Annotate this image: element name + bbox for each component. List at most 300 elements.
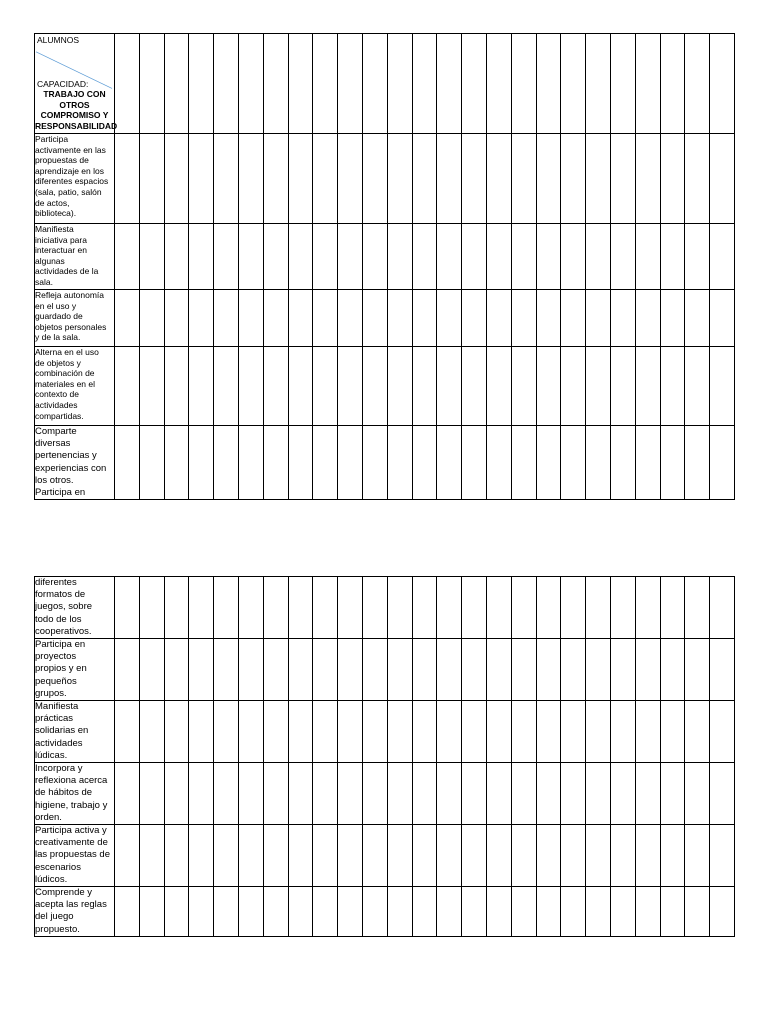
evaluation-cell[interactable] [288,763,313,825]
evaluation-cell[interactable] [263,426,288,500]
evaluation-cell[interactable] [115,639,140,701]
evaluation-cell[interactable] [139,224,164,290]
evaluation-cell[interactable] [710,134,735,224]
evaluation-cell[interactable] [214,290,239,347]
evaluation-cell[interactable] [462,825,487,887]
evaluation-cell[interactable] [288,639,313,701]
student-column-header-cell[interactable] [412,34,437,134]
evaluation-cell[interactable] [362,347,387,426]
evaluation-cell[interactable] [486,887,511,937]
student-column-header-cell[interactable] [685,34,710,134]
student-column-header-cell[interactable] [313,34,338,134]
evaluation-cell[interactable] [586,426,611,500]
evaluation-cell[interactable] [387,577,412,639]
evaluation-cell[interactable] [610,290,635,347]
evaluation-cell[interactable] [536,426,561,500]
evaluation-cell[interactable] [635,347,660,426]
student-column-header-cell[interactable] [561,34,586,134]
evaluation-cell[interactable] [462,701,487,763]
evaluation-cell[interactable] [387,134,412,224]
evaluation-cell[interactable] [288,134,313,224]
evaluation-cell[interactable] [189,701,214,763]
evaluation-cell[interactable] [387,701,412,763]
evaluation-cell[interactable] [139,134,164,224]
evaluation-cell[interactable] [387,224,412,290]
evaluation-cell[interactable] [536,290,561,347]
evaluation-cell[interactable] [189,290,214,347]
evaluation-cell[interactable] [710,825,735,887]
evaluation-cell[interactable] [164,290,189,347]
evaluation-cell[interactable] [586,763,611,825]
evaluation-cell[interactable] [362,134,387,224]
evaluation-cell[interactable] [586,701,611,763]
evaluation-cell[interactable] [462,639,487,701]
evaluation-cell[interactable] [610,763,635,825]
evaluation-cell[interactable] [412,639,437,701]
evaluation-cell[interactable] [710,639,735,701]
evaluation-cell[interactable] [660,763,685,825]
evaluation-cell[interactable] [313,577,338,639]
evaluation-cell[interactable] [387,887,412,937]
evaluation-cell[interactable] [115,224,140,290]
evaluation-cell[interactable] [189,887,214,937]
evaluation-cell[interactable] [561,825,586,887]
evaluation-cell[interactable] [586,290,611,347]
evaluation-cell[interactable] [139,887,164,937]
student-column-header-cell[interactable] [486,34,511,134]
evaluation-cell[interactable] [263,887,288,937]
student-column-header-cell[interactable] [115,34,140,134]
evaluation-cell[interactable] [214,701,239,763]
student-column-header-cell[interactable] [164,34,189,134]
evaluation-cell[interactable] [486,347,511,426]
evaluation-cell[interactable] [660,347,685,426]
evaluation-cell[interactable] [610,134,635,224]
evaluation-cell[interactable] [462,426,487,500]
evaluation-cell[interactable] [511,763,536,825]
evaluation-cell[interactable] [164,224,189,290]
evaluation-cell[interactable] [536,887,561,937]
evaluation-cell[interactable] [164,825,189,887]
evaluation-cell[interactable] [362,426,387,500]
evaluation-cell[interactable] [610,701,635,763]
evaluation-cell[interactable] [586,577,611,639]
evaluation-cell[interactable] [189,639,214,701]
evaluation-cell[interactable] [164,701,189,763]
evaluation-cell[interactable] [189,577,214,639]
evaluation-cell[interactable] [238,426,263,500]
evaluation-cell[interactable] [586,134,611,224]
evaluation-cell[interactable] [313,825,338,887]
evaluation-cell[interactable] [115,825,140,887]
evaluation-cell[interactable] [164,426,189,500]
evaluation-cell[interactable] [238,224,263,290]
evaluation-cell[interactable] [313,639,338,701]
evaluation-cell[interactable] [586,825,611,887]
evaluation-cell[interactable] [660,701,685,763]
evaluation-cell[interactable] [462,134,487,224]
evaluation-cell[interactable] [561,224,586,290]
evaluation-cell[interactable] [437,426,462,500]
evaluation-cell[interactable] [238,577,263,639]
evaluation-cell[interactable] [685,825,710,887]
evaluation-cell[interactable] [189,347,214,426]
evaluation-cell[interactable] [387,825,412,887]
evaluation-cell[interactable] [511,825,536,887]
evaluation-cell[interactable] [362,639,387,701]
evaluation-cell[interactable] [115,577,140,639]
evaluation-cell[interactable] [139,763,164,825]
evaluation-cell[interactable] [214,347,239,426]
evaluation-cell[interactable] [387,426,412,500]
evaluation-cell[interactable] [214,426,239,500]
evaluation-cell[interactable] [685,290,710,347]
evaluation-cell[interactable] [660,887,685,937]
student-column-header-cell[interactable] [288,34,313,134]
evaluation-cell[interactable] [561,426,586,500]
evaluation-cell[interactable] [462,224,487,290]
evaluation-cell[interactable] [511,347,536,426]
evaluation-cell[interactable] [412,825,437,887]
evaluation-cell[interactable] [561,887,586,937]
evaluation-cell[interactable] [214,763,239,825]
evaluation-cell[interactable] [486,224,511,290]
evaluation-cell[interactable] [511,426,536,500]
evaluation-cell[interactable] [660,290,685,347]
evaluation-cell[interactable] [238,134,263,224]
evaluation-cell[interactable] [115,290,140,347]
student-column-header-cell[interactable] [387,34,412,134]
evaluation-cell[interactable] [263,290,288,347]
evaluation-cell[interactable] [189,426,214,500]
student-column-header-cell[interactable] [511,34,536,134]
evaluation-cell[interactable] [263,577,288,639]
evaluation-cell[interactable] [710,347,735,426]
evaluation-cell[interactable] [263,701,288,763]
evaluation-cell[interactable] [660,577,685,639]
evaluation-cell[interactable] [115,763,140,825]
evaluation-cell[interactable] [115,134,140,224]
evaluation-cell[interactable] [660,426,685,500]
evaluation-cell[interactable] [338,639,363,701]
evaluation-cell[interactable] [486,763,511,825]
evaluation-cell[interactable] [437,763,462,825]
evaluation-cell[interactable] [139,825,164,887]
evaluation-cell[interactable] [437,577,462,639]
evaluation-cell[interactable] [536,577,561,639]
student-column-header-cell[interactable] [635,34,660,134]
evaluation-cell[interactable] [635,134,660,224]
evaluation-cell[interactable] [685,577,710,639]
evaluation-cell[interactable] [263,347,288,426]
evaluation-cell[interactable] [238,701,263,763]
evaluation-cell[interactable] [238,887,263,937]
evaluation-cell[interactable] [586,887,611,937]
evaluation-cell[interactable] [338,701,363,763]
evaluation-cell[interactable] [412,577,437,639]
evaluation-cell[interactable] [635,701,660,763]
evaluation-cell[interactable] [412,887,437,937]
evaluation-cell[interactable] [263,224,288,290]
evaluation-cell[interactable] [437,224,462,290]
evaluation-cell[interactable] [536,825,561,887]
evaluation-cell[interactable] [561,639,586,701]
student-column-header-cell[interactable] [586,34,611,134]
evaluation-cell[interactable] [511,290,536,347]
evaluation-cell[interactable] [139,347,164,426]
evaluation-cell[interactable] [610,224,635,290]
evaluation-cell[interactable] [437,825,462,887]
evaluation-cell[interactable] [362,763,387,825]
evaluation-cell[interactable] [536,639,561,701]
evaluation-cell[interactable] [437,134,462,224]
evaluation-cell[interactable] [685,639,710,701]
evaluation-cell[interactable] [288,426,313,500]
evaluation-cell[interactable] [139,577,164,639]
evaluation-cell[interactable] [313,290,338,347]
evaluation-cell[interactable] [660,134,685,224]
evaluation-cell[interactable] [288,887,313,937]
evaluation-cell[interactable] [511,887,536,937]
evaluation-cell[interactable] [238,825,263,887]
evaluation-cell[interactable] [238,347,263,426]
evaluation-cell[interactable] [338,134,363,224]
evaluation-cell[interactable] [139,639,164,701]
evaluation-cell[interactable] [511,701,536,763]
evaluation-cell[interactable] [263,763,288,825]
evaluation-cell[interactable] [635,639,660,701]
evaluation-cell[interactable] [710,887,735,937]
evaluation-cell[interactable] [387,290,412,347]
evaluation-cell[interactable] [610,887,635,937]
evaluation-cell[interactable] [586,224,611,290]
evaluation-cell[interactable] [511,577,536,639]
evaluation-cell[interactable] [164,577,189,639]
evaluation-cell[interactable] [685,887,710,937]
evaluation-cell[interactable] [635,825,660,887]
evaluation-cell[interactable] [536,763,561,825]
evaluation-cell[interactable] [437,290,462,347]
evaluation-cell[interactable] [660,825,685,887]
evaluation-cell[interactable] [164,887,189,937]
evaluation-cell[interactable] [139,290,164,347]
evaluation-cell[interactable] [511,224,536,290]
evaluation-cell[interactable] [486,701,511,763]
evaluation-cell[interactable] [164,347,189,426]
evaluation-cell[interactable] [115,426,140,500]
evaluation-cell[interactable] [685,347,710,426]
evaluation-cell[interactable] [635,224,660,290]
evaluation-cell[interactable] [511,134,536,224]
evaluation-cell[interactable] [412,763,437,825]
student-column-header-cell[interactable] [338,34,363,134]
evaluation-cell[interactable] [214,887,239,937]
evaluation-cell[interactable] [610,426,635,500]
evaluation-cell[interactable] [486,639,511,701]
evaluation-cell[interactable] [412,426,437,500]
evaluation-cell[interactable] [462,887,487,937]
student-column-header-cell[interactable] [660,34,685,134]
evaluation-cell[interactable] [189,825,214,887]
evaluation-cell[interactable] [115,887,140,937]
evaluation-cell[interactable] [115,701,140,763]
evaluation-cell[interactable] [437,347,462,426]
student-column-header-cell[interactable] [610,34,635,134]
evaluation-cell[interactable] [313,763,338,825]
evaluation-cell[interactable] [189,763,214,825]
evaluation-cell[interactable] [139,426,164,500]
evaluation-cell[interactable] [164,134,189,224]
evaluation-cell[interactable] [238,763,263,825]
evaluation-cell[interactable] [685,224,710,290]
evaluation-cell[interactable] [288,825,313,887]
evaluation-cell[interactable] [536,701,561,763]
evaluation-cell[interactable] [387,639,412,701]
evaluation-cell[interactable] [561,290,586,347]
evaluation-cell[interactable] [710,577,735,639]
evaluation-cell[interactable] [536,224,561,290]
student-column-header-cell[interactable] [437,34,462,134]
evaluation-cell[interactable] [362,224,387,290]
evaluation-cell[interactable] [462,577,487,639]
evaluation-cell[interactable] [635,426,660,500]
evaluation-cell[interactable] [561,347,586,426]
evaluation-cell[interactable] [561,763,586,825]
evaluation-cell[interactable] [660,224,685,290]
evaluation-cell[interactable] [313,887,338,937]
evaluation-cell[interactable] [189,134,214,224]
evaluation-cell[interactable] [685,701,710,763]
evaluation-cell[interactable] [586,347,611,426]
evaluation-cell[interactable] [288,701,313,763]
evaluation-cell[interactable] [561,701,586,763]
evaluation-cell[interactable] [362,290,387,347]
evaluation-cell[interactable] [511,639,536,701]
student-column-header-cell[interactable] [238,34,263,134]
student-column-header-cell[interactable] [536,34,561,134]
evaluation-cell[interactable] [288,290,313,347]
evaluation-cell[interactable] [462,763,487,825]
evaluation-cell[interactable] [214,577,239,639]
evaluation-cell[interactable] [610,825,635,887]
evaluation-cell[interactable] [462,290,487,347]
evaluation-cell[interactable] [189,224,214,290]
evaluation-cell[interactable] [635,887,660,937]
evaluation-cell[interactable] [238,290,263,347]
evaluation-cell[interactable] [437,639,462,701]
evaluation-cell[interactable] [710,763,735,825]
evaluation-cell[interactable] [685,134,710,224]
evaluation-cell[interactable] [288,347,313,426]
evaluation-cell[interactable] [362,701,387,763]
evaluation-cell[interactable] [486,825,511,887]
student-column-header-cell[interactable] [362,34,387,134]
evaluation-cell[interactable] [214,134,239,224]
student-column-header-cell[interactable] [710,34,735,134]
evaluation-cell[interactable] [710,290,735,347]
evaluation-cell[interactable] [486,577,511,639]
evaluation-cell[interactable] [362,825,387,887]
evaluation-cell[interactable] [214,639,239,701]
evaluation-cell[interactable] [412,224,437,290]
evaluation-cell[interactable] [635,763,660,825]
evaluation-cell[interactable] [486,290,511,347]
evaluation-cell[interactable] [214,825,239,887]
evaluation-cell[interactable] [139,701,164,763]
evaluation-cell[interactable] [710,426,735,500]
student-column-header-cell[interactable] [462,34,487,134]
evaluation-cell[interactable] [313,701,338,763]
evaluation-cell[interactable] [338,290,363,347]
evaluation-cell[interactable] [313,347,338,426]
evaluation-cell[interactable] [437,701,462,763]
evaluation-cell[interactable] [412,290,437,347]
evaluation-cell[interactable] [338,577,363,639]
evaluation-cell[interactable] [685,763,710,825]
evaluation-cell[interactable] [710,224,735,290]
evaluation-cell[interactable] [462,347,487,426]
evaluation-cell[interactable] [313,134,338,224]
evaluation-cell[interactable] [561,134,586,224]
evaluation-cell[interactable] [412,134,437,224]
evaluation-cell[interactable] [610,577,635,639]
evaluation-cell[interactable] [586,639,611,701]
evaluation-cell[interactable] [635,577,660,639]
evaluation-cell[interactable] [610,347,635,426]
evaluation-cell[interactable] [288,224,313,290]
evaluation-cell[interactable] [412,347,437,426]
evaluation-cell[interactable] [238,639,263,701]
evaluation-cell[interactable] [164,639,189,701]
evaluation-cell[interactable] [536,134,561,224]
evaluation-cell[interactable] [362,887,387,937]
evaluation-cell[interactable] [437,887,462,937]
evaluation-cell[interactable] [115,347,140,426]
evaluation-cell[interactable] [412,701,437,763]
evaluation-cell[interactable] [561,577,586,639]
evaluation-cell[interactable] [164,763,189,825]
evaluation-cell[interactable] [263,639,288,701]
evaluation-cell[interactable] [313,426,338,500]
student-column-header-cell[interactable] [263,34,288,134]
evaluation-cell[interactable] [338,887,363,937]
evaluation-cell[interactable] [313,224,338,290]
evaluation-cell[interactable] [288,577,313,639]
evaluation-cell[interactable] [635,290,660,347]
evaluation-cell[interactable] [263,134,288,224]
evaluation-cell[interactable] [486,426,511,500]
student-column-header-cell[interactable] [214,34,239,134]
evaluation-cell[interactable] [710,701,735,763]
evaluation-cell[interactable] [362,577,387,639]
evaluation-cell[interactable] [660,639,685,701]
student-column-header-cell[interactable] [139,34,164,134]
evaluation-cell[interactable] [536,347,561,426]
evaluation-cell[interactable] [214,224,239,290]
evaluation-cell[interactable] [387,347,412,426]
evaluation-cell[interactable] [263,825,288,887]
evaluation-cell[interactable] [338,426,363,500]
evaluation-cell[interactable] [338,347,363,426]
evaluation-cell[interactable] [610,639,635,701]
evaluation-cell[interactable] [486,134,511,224]
evaluation-cell[interactable] [685,426,710,500]
evaluation-cell[interactable] [338,763,363,825]
student-column-header-cell[interactable] [189,34,214,134]
evaluation-cell[interactable] [338,825,363,887]
evaluation-cell[interactable] [387,763,412,825]
evaluation-cell[interactable] [338,224,363,290]
